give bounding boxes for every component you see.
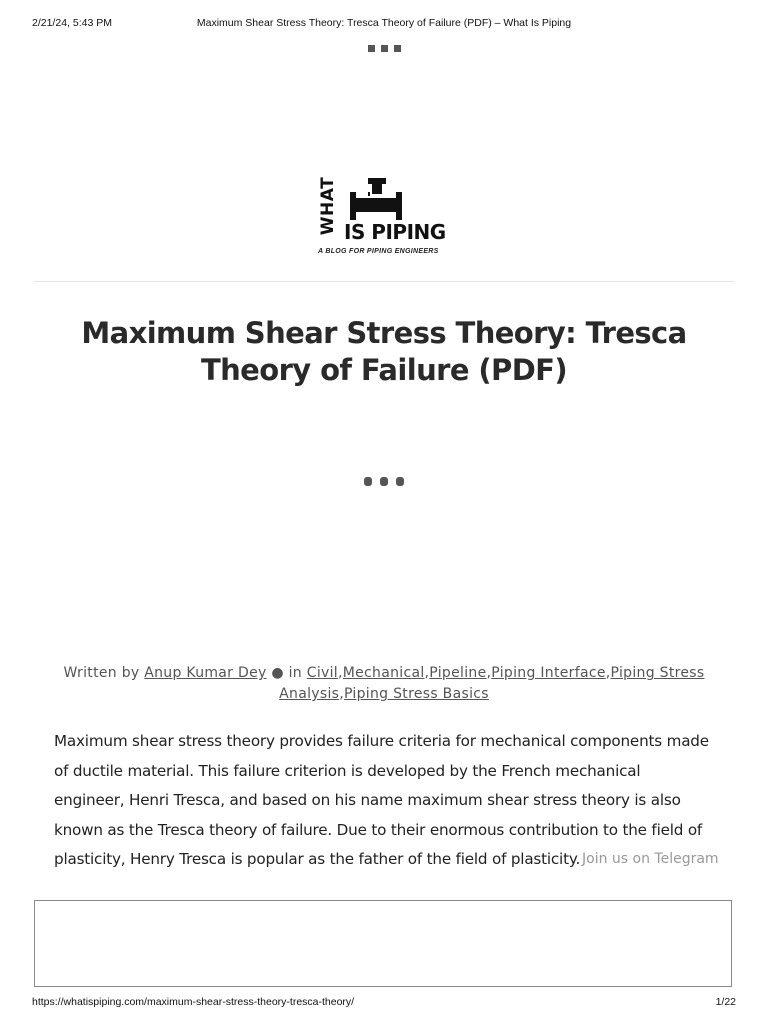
loading-dots-icon	[0, 45, 768, 52]
logo-what-text: WHAT	[318, 176, 339, 236]
print-footer	[32, 996, 736, 1010]
print-date: 2/21/24, 5:43 PM	[32, 17, 112, 29]
print-page-title: Maximum Shear Stress Theory: Tresca Theory of Failure (PDF) – What Is Piping	[196, 17, 572, 29]
byline-written-by: Written by	[63, 665, 140, 681]
byline-separator: ● in	[271, 665, 302, 681]
site-logo[interactable]	[318, 176, 458, 266]
category-link-pipeline[interactable]: Pipeline	[429, 665, 487, 681]
category-link-civil[interactable]: Civil	[306, 665, 338, 681]
category-link-piping-stress-basics[interactable]: Piping Stress Basics	[344, 686, 489, 702]
category-link-mechanical[interactable]: Mechanical	[342, 665, 425, 681]
print-url: https://whatispiping.com/maximum-shear-stress-theory-tresca-theory/	[32, 996, 355, 1008]
embedded-content-frame	[34, 900, 732, 987]
article-title: Maximum Shear Stress Theory: Tresca Theory of Failure (PDF)	[81, 316, 687, 387]
category-link-piping-interface[interactable]: Piping Interface	[491, 665, 606, 681]
telegram-link[interactable]: Join us on Telegram	[582, 851, 719, 867]
category-link-piping-stress-analysis[interactable]: Piping Stress Analysis	[279, 665, 705, 702]
article-byline: Written by Anup Kumar Dey ● in Civil,Mechanical,Pipeline,Piping Interface,Piping Stress Analysis,Piping Stress Basics	[63, 665, 705, 702]
print-header	[32, 17, 736, 31]
article-paragraph: Maximum shear stress theory provides failure criteria for mechanical components made of ductile material. This failure criterion is developed by the French mechanical engineer, Henri Tresca, and based on his name maximum shear stress theory is also known as the Tresca theory of failure. Due to their enormous contribution to the field of plasticity, Henry Tresca is popular as the father of the field of plasticity.	[54, 732, 709, 868]
loading-dots-icon	[0, 477, 768, 486]
pipe-fitting-icon	[346, 178, 406, 224]
print-page-number: 1/22	[715, 996, 736, 1008]
author-link[interactable]: Anup Kumar Dey	[144, 665, 267, 681]
logo-tagline: A BLOG FOR PIPING ENGINEERS	[318, 248, 439, 255]
logo-is-piping-text: IS PIPING	[344, 220, 446, 244]
header-divider	[34, 281, 734, 282]
